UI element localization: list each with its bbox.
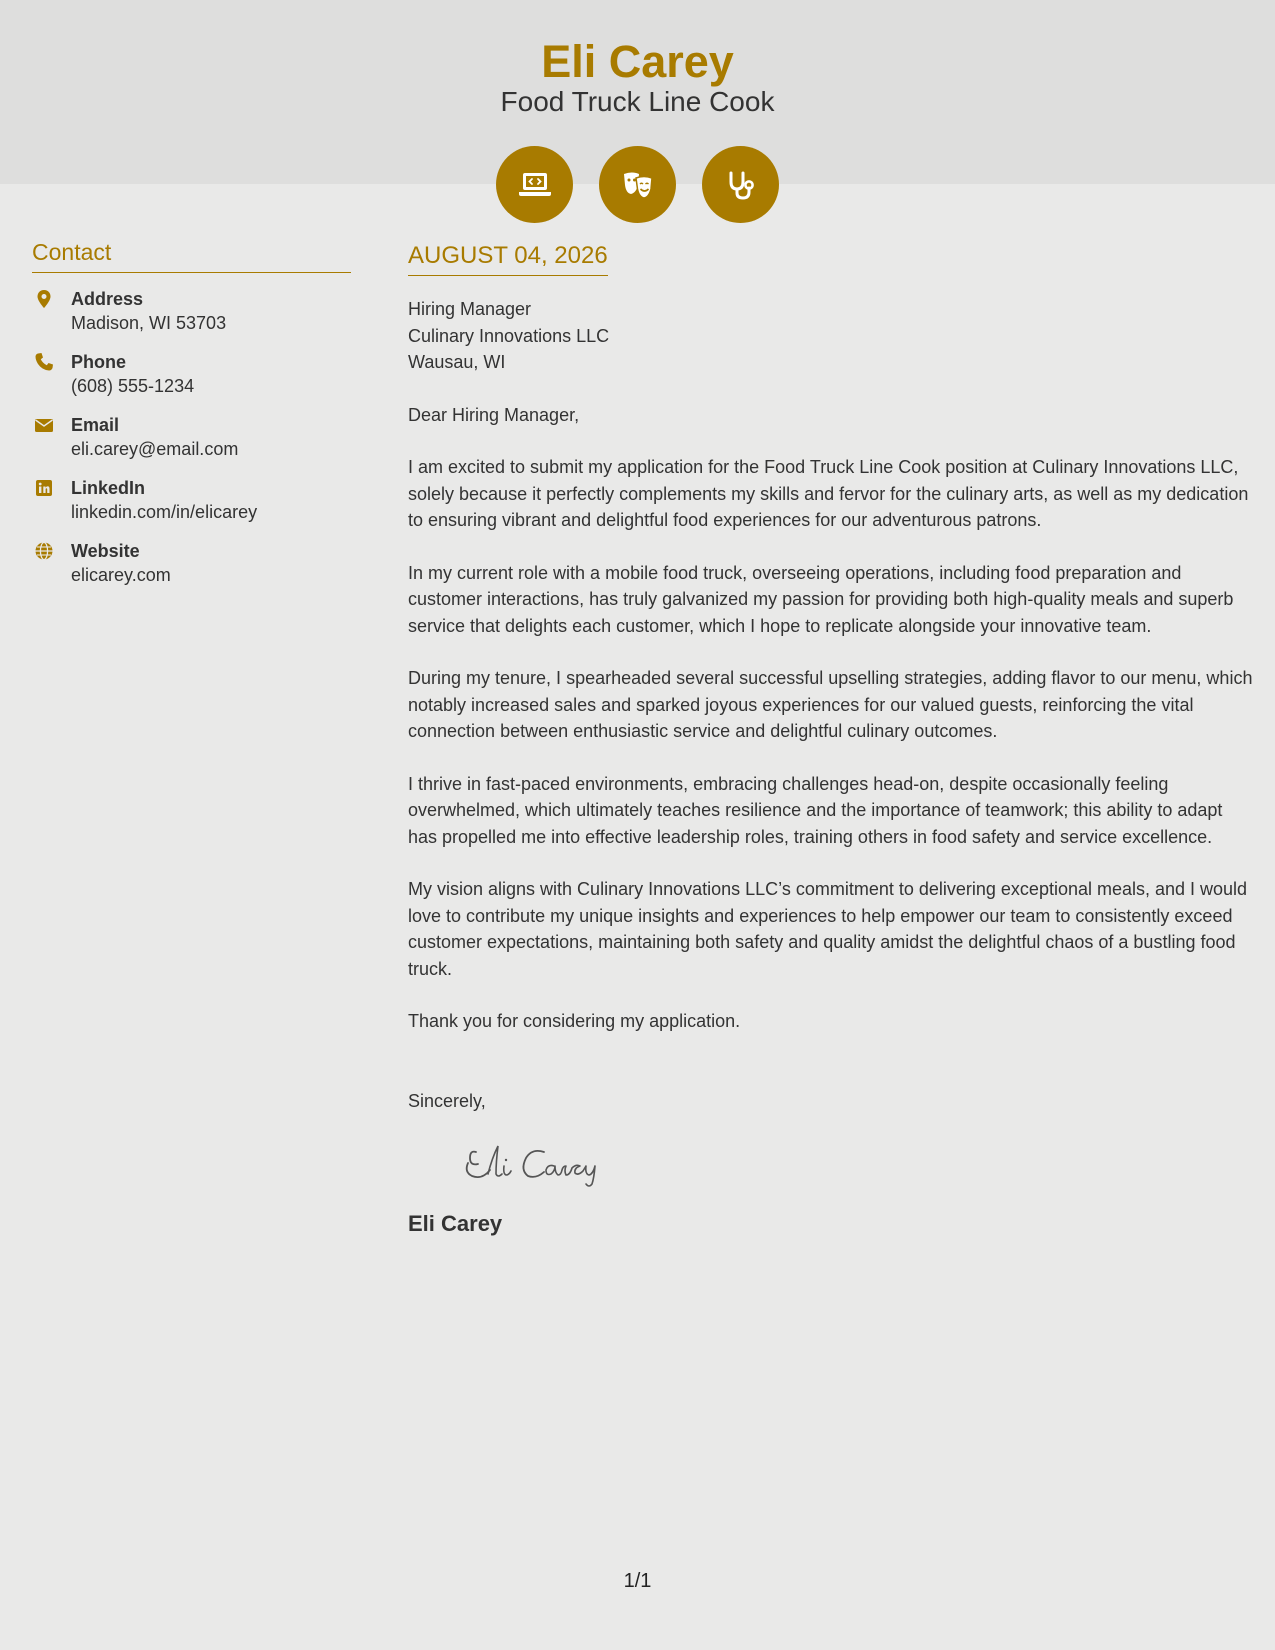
contact-list [32, 283, 351, 598]
contact-item-linkedin [32, 472, 351, 535]
letter-date: AUGUST 04, 2026 [408, 240, 608, 276]
letter-paragraph: I am excited to submit my application for the Food Truck Line Cook position at Culinary Innovations LLC, solely because it perfectly complements my skills and fervor for the culinary arts, as well as my dedication to ensuring vibrant and delightful food experiences for our adventurous patrons. [408, 457, 1249, 530]
contact-label: Email [71, 415, 120, 435]
phone-icon [34, 352, 54, 372]
contact-label: Phone [71, 352, 127, 372]
contact-item-address [32, 283, 351, 346]
recipient-line: Hiring Manager [408, 299, 532, 319]
contact-label: Website [71, 541, 140, 561]
salutation: Dear Hiring Manager, [408, 404, 580, 425]
contact-heading: Contact [32, 236, 351, 273]
envelope-icon [34, 415, 54, 435]
contact-label: LinkedIn [71, 478, 146, 498]
letter-paragraph: In my current role with a mobile food truck, overseeing operations, including food preparation and customer interactions, has truly galvanized my passion for providing both high-quality meals and superb service that delights each customer, which I hope to replicate alongside your innovative team. [408, 562, 1234, 636]
letter-body [408, 240, 1253, 1238]
letter-paragraph: My vision aligns with Culinary Innovations LLC’s commitment to delivering exceptional meals, and I would love to contribute my unique insights and experiences to help empower our team to consistently exceed customer expectations, maintaining both safety and quality amidst the delightful chaos of a bustling food truck. [408, 879, 1248, 979]
header-icon-row [496, 146, 779, 223]
contact-item-phone [32, 346, 351, 409]
letter-paragraph: I thrive in fast-paced environments, embracing challenges head-on, despite occasionally feeling overwhelmed, which ultimately teaches resilience and the importance of teamwork; this ability to adapt has propelled me into effective leadership roles, training others in food safety and service excellence. [408, 773, 1223, 847]
page-number: 1/1 [623, 1570, 652, 1592]
recipient-line: Wausau, WI [408, 352, 506, 372]
laptop-code-icon [496, 146, 573, 223]
letter-paragraph: During my tenure, I spearheaded several successful upselling strategies, adding flavor to our menu, which notably increased sales and sparked joyous experiences for our valued guests, reinforcing the vital connection between enthusiastic service and delightful culinary outcomes. [408, 668, 1253, 741]
letter-paragraph: Thank you for considering my application. [408, 1011, 741, 1031]
masks-theater-icon [599, 146, 676, 223]
recipient-line: Culinary Innovations LLC [408, 325, 610, 346]
contact-item-email [32, 409, 351, 472]
location-pin-icon [34, 289, 54, 309]
contact-label: Address [71, 289, 144, 309]
contact-item-website [32, 535, 351, 598]
handwritten-signature [462, 1138, 1253, 1188]
contact-sidebar [32, 236, 351, 598]
globe-icon [34, 541, 54, 561]
recipient-block [408, 296, 1253, 376]
signer-name: Eli Carey [408, 1211, 503, 1236]
contact-value: linkedin.com/in/elicarey [71, 502, 258, 522]
contact-value: (608) 555-1234 [71, 376, 195, 396]
contact-value: eli.carey@email.com [71, 439, 239, 459]
closing: Sincerely, [408, 1090, 486, 1111]
applicant-name: Eli Carey [541, 36, 734, 87]
linkedin-icon [34, 478, 54, 498]
job-title: Food Truck Line Cook [500, 86, 775, 117]
stethoscope-icon [702, 146, 779, 223]
contact-value: elicarey.com [71, 565, 171, 585]
contact-value: Madison, WI 53703 [71, 313, 227, 333]
